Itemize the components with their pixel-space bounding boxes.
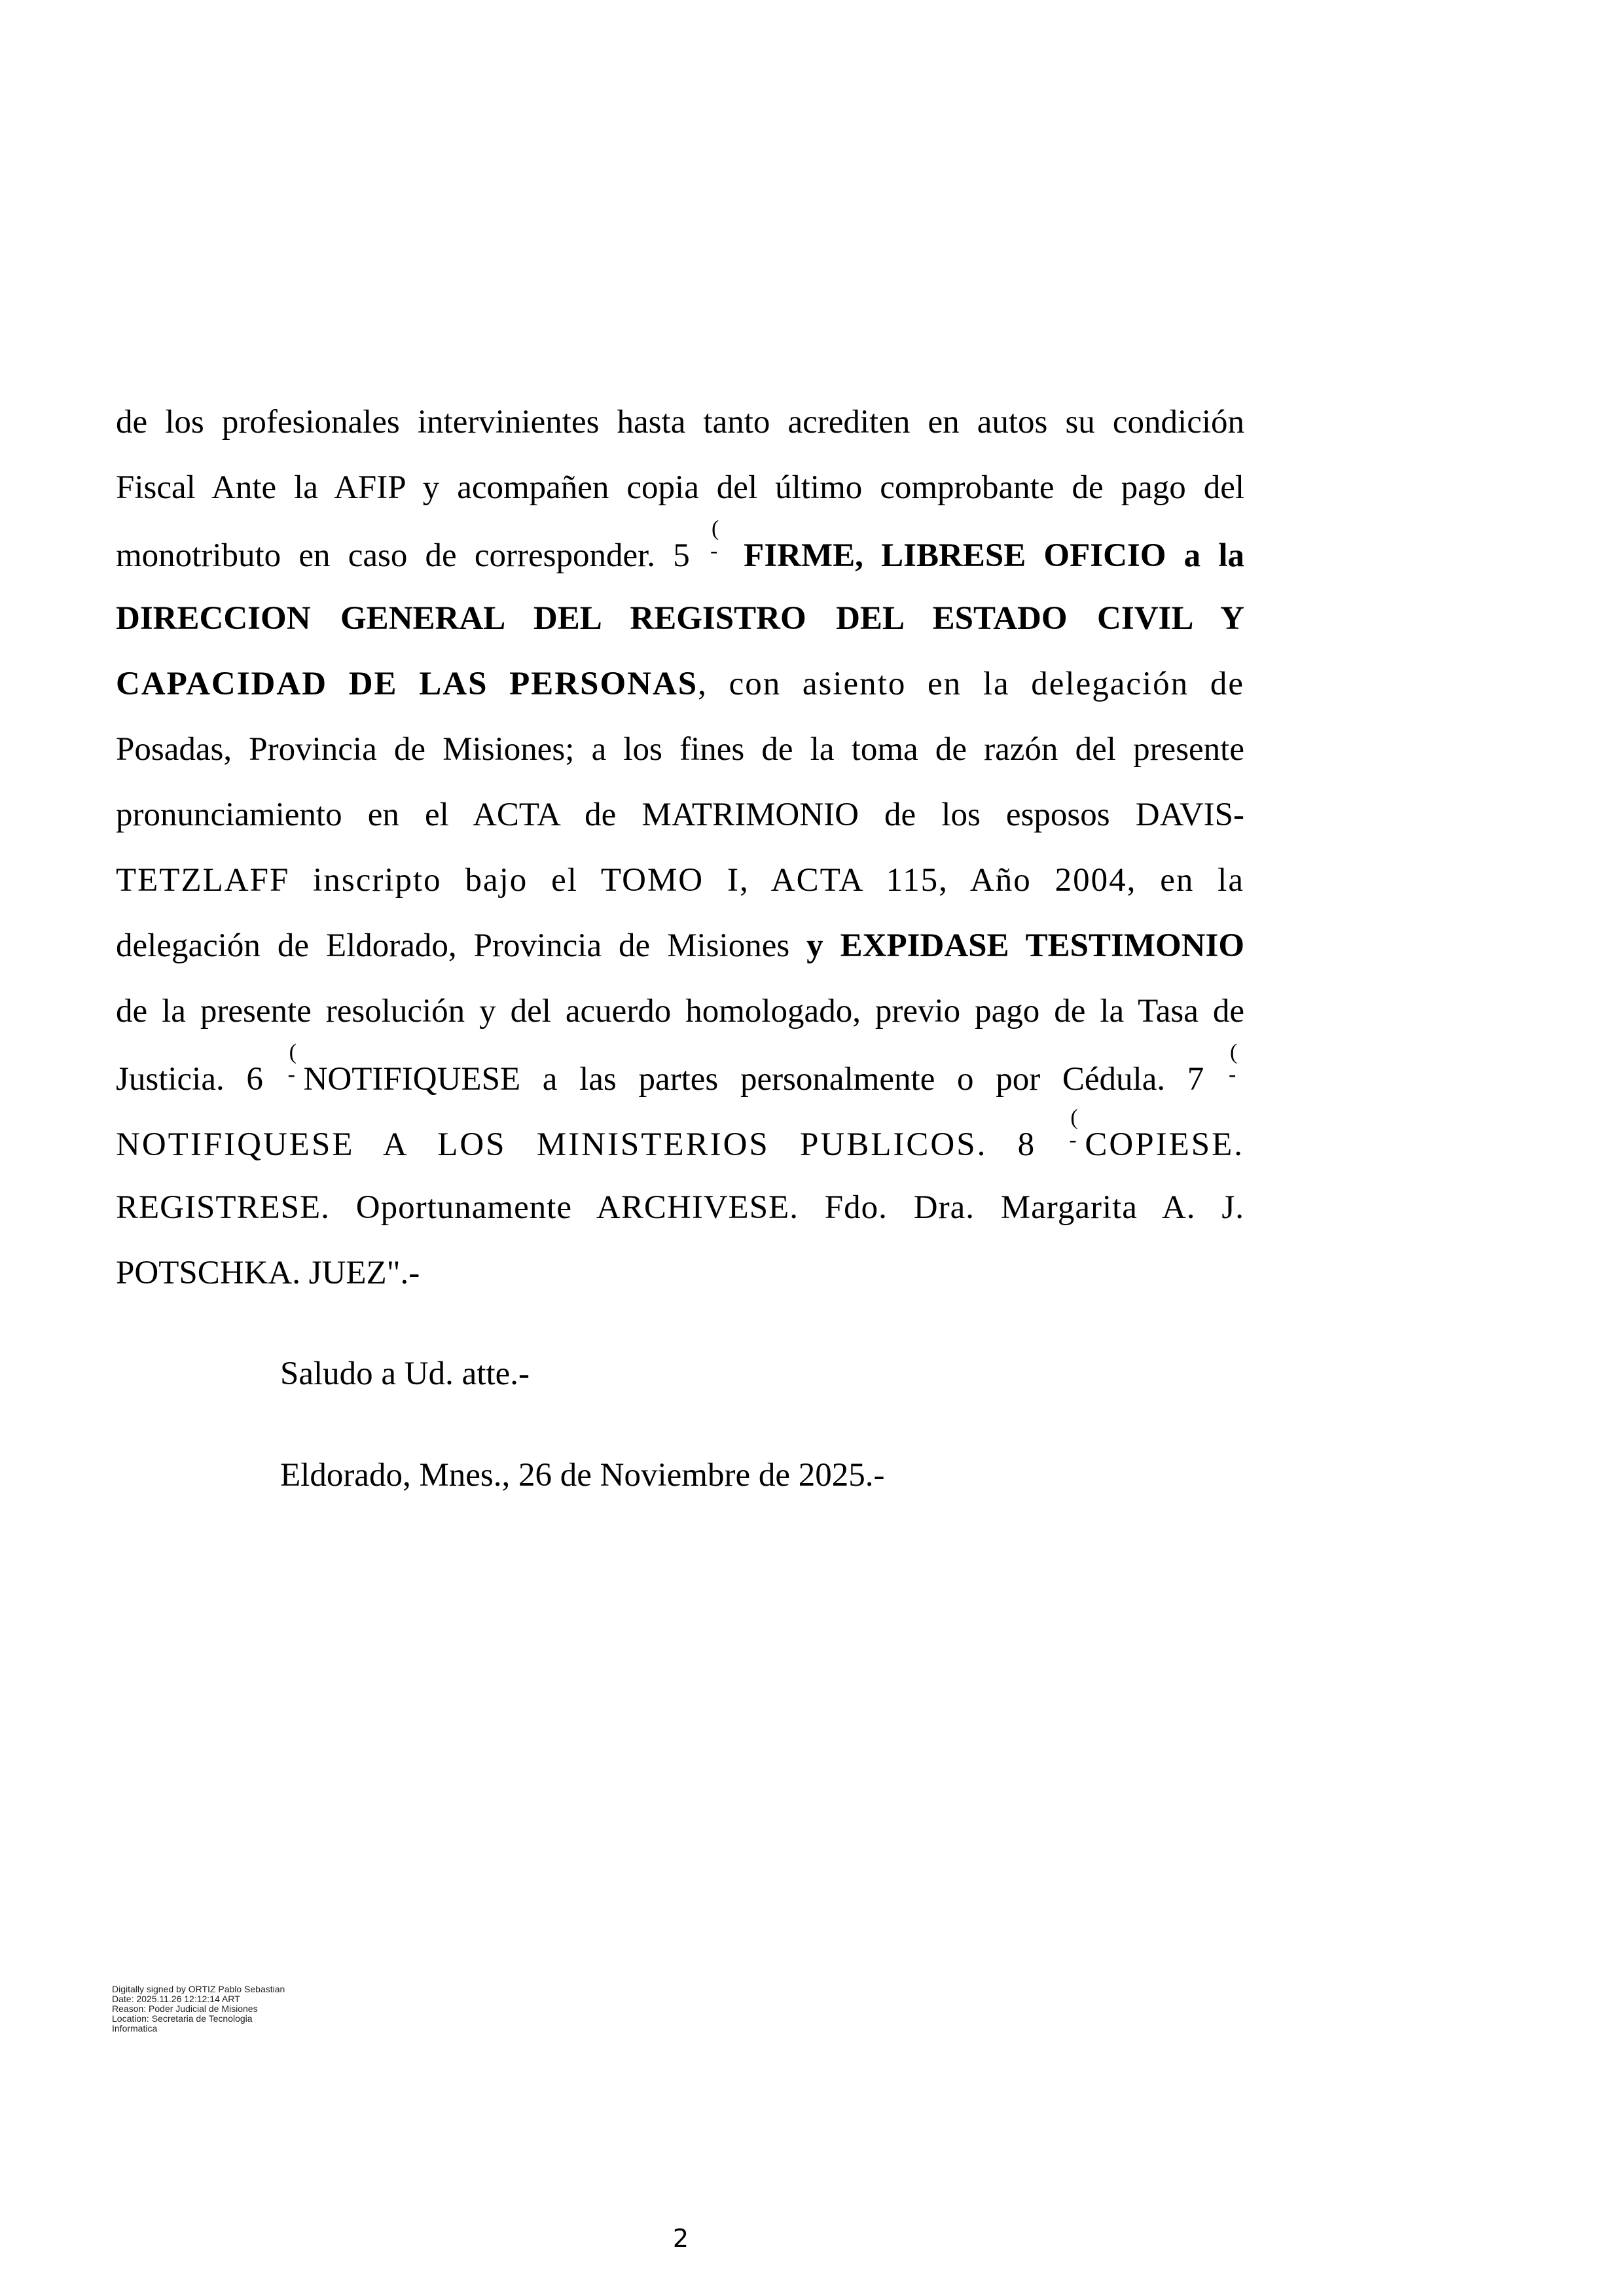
- body-line-9: [116, 926, 1244, 965]
- item-marker: ( -: [710, 516, 719, 563]
- closing-greeting: Saludo a Ud. atte.-: [280, 1355, 530, 1392]
- closing-place-date: Eldorado, Mnes., 26 de Noviembre de 2025.-: [280, 1457, 885, 1494]
- body-text: NOTIFIQUESE A LOS MINISTERIOS PUBLICOS. 8: [116, 1126, 1037, 1163]
- page-number: 2: [672, 2224, 689, 2253]
- body-line-2: Fiscal Ante la AFIP y acompañen copia del último comprobante de pago del: [116, 469, 1244, 506]
- digital-signature-block: [112, 1984, 285, 2034]
- body-line-4: DIRECCION GENERAL DEL REGISTRO DEL ESTADO CIVIL Y: [116, 600, 1244, 637]
- body-line-3: [116, 516, 1245, 575]
- body-line-7: pronunciamiento en el ACTA de MATRIMONIO de los esposos DAVIS-: [116, 797, 1244, 833]
- signature-line: Date: 2025.11.26 12:12:14 ART: [112, 1994, 240, 2004]
- signature-line: Digitally signed by ORTIZ Pablo Sebastian: [112, 1984, 285, 1994]
- body-line-1: de los profesionales intervinientes hasta tanto acrediten en autos su condición: [116, 404, 1244, 440]
- body-line-10: de la presente resolución y del acuerdo homologado, previo pago de la Tasa de: [116, 993, 1244, 1030]
- body-text: monotributo en caso de corresponder. 5: [116, 537, 690, 574]
- body-text: NOTIFIQUESE a las partes personalmente o por Cédula. 7: [303, 1061, 1204, 1098]
- body-line-13: REGISTRESE. Oportunamente ARCHIVESE. Fdo. Dra. Margarita A. J.: [116, 1189, 1244, 1226]
- body-text: , con asiento en la delegación de: [698, 666, 1244, 702]
- body-line-12: [116, 1105, 1245, 1164]
- body-line-5: [116, 664, 1244, 704]
- body-line-11: [116, 1040, 1244, 1099]
- item-marker: ( -: [1229, 1040, 1238, 1086]
- body-text-bold: y EXPIDASE TESTIMONIO: [806, 927, 1244, 964]
- signature-line: Location: Secretaria de Tecnologia: [112, 2013, 253, 2024]
- body-text: COPIESE.: [1085, 1126, 1245, 1163]
- body-text-bold: FIRME, LIBRESE OFICIO a la: [744, 537, 1245, 574]
- signature-line: Reason: Poder Judicial de Misiones: [112, 2003, 258, 2014]
- signature-line: Informatica: [112, 2023, 158, 2034]
- body-text: delegación de Eldorado, Provincia de Misiones: [116, 927, 790, 964]
- body-text: Justicia. 6: [116, 1061, 263, 1098]
- body-text-bold: CAPACIDAD DE LAS PERSONAS: [116, 666, 698, 702]
- body-line-8: TETZLAFF inscripto bajo el TOMO I, ACTA 115, Año 2004, en la: [116, 862, 1244, 899]
- item-marker: ( -: [1069, 1105, 1080, 1152]
- body-line-6: Posadas, Provincia de Misiones; a los fines de la toma de razón del presente: [116, 731, 1244, 768]
- item-marker: ( -: [287, 1040, 297, 1086]
- body-line-14: POTSCHKA. JUEZ".-: [116, 1255, 420, 1291]
